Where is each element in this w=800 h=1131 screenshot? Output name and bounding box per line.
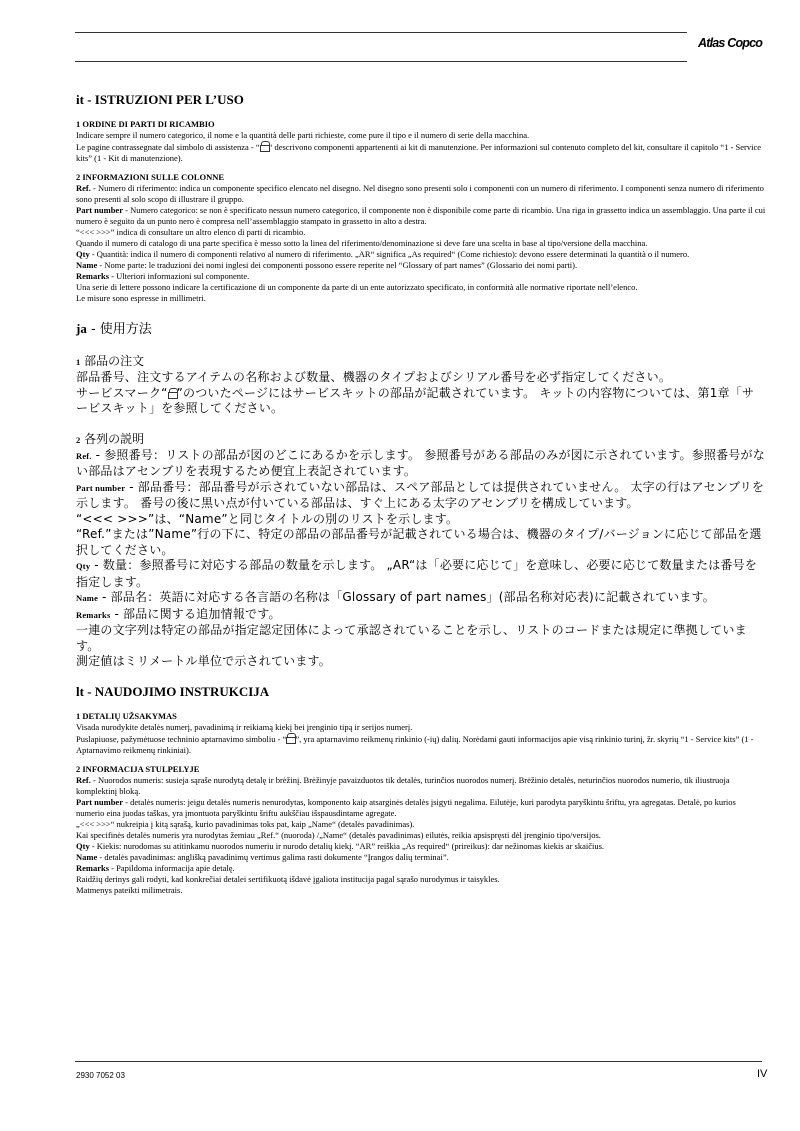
section-title-ja — [76, 318, 766, 337]
it-other-list-text: “<<< >>>” indica di consultare un altro elenco di parti di ricambio. — [76, 227, 306, 237]
ja-service-kit-text-a: サービスマーク“ — [76, 385, 168, 400]
it-ordering-heading: 1 ORDINE DI PARTI DI RICAMBIO — [76, 119, 215, 129]
section-title-lt: lt - NAUDOJIMO INSTRUKCIJA — [76, 683, 270, 699]
ja-rem-desc: - 部品に関する追加情報です。 — [110, 606, 281, 621]
ja-pn-label: Part number — [76, 482, 126, 493]
it-qty-desc: - Quantità: indica il numero di componenti relativo al numero di riferimento. „AR“ significa „As required“ (Come richiesto): devono essere determinati la quantità o il numero. — [89, 249, 690, 259]
lt-columns-heading: 2 INFORMACIJA STULPELYJE — [76, 763, 200, 774]
it-columns-heading: 2 INFORMAZIONI SULLE COLONNE — [76, 172, 225, 182]
ja-ref-label: Ref. — [76, 450, 92, 461]
ja-other-list-text: “<<< >>>”は、“Name”と同じタイトルの別のリストを示します。 — [76, 511, 459, 526]
it-service-kit-text-b: “ descrivono componenti appartenenti ai kit di manutenzione. Per informazioni sul contenuto completo del kit, consultare il capitolo “1 - Service kits” (1 - Kit di manutenzione). — [76, 142, 762, 163]
service-kit-icon — [260, 141, 269, 151]
instructions-content — [76, 92, 766, 896]
ja-columns-heading — [76, 431, 766, 448]
header-rule-bottom — [75, 61, 687, 62]
lt-qty-label: Qty — [76, 840, 90, 851]
ja-qty-text — [76, 558, 766, 590]
ja-s1-num: 1 — [76, 357, 81, 367]
lt-service-kit-text — [76, 733, 766, 756]
it-name-label: Name — [76, 260, 98, 270]
it-service-kit-text — [76, 141, 766, 164]
lt-rem-desc: - Papildoma informacija apie detalę. — [109, 862, 235, 873]
section-ja — [76, 318, 766, 670]
ja-s2-num: 2 — [76, 434, 81, 445]
it-part-number-text — [76, 205, 766, 227]
lt-remarks-text — [76, 863, 766, 874]
it-pn-desc: - Numero categorico: se non è specificato nessun numero categorico, il componente non è disponibile come parte di ricambio. Una riga in grassetto indica un assemblaggio. Una parte il cui numero è seguito da un punto nero è compresa nell’assemblaggio stampato in grassetto in alto a destra. — [76, 205, 766, 226]
it-units-text: Le misure sono espresse in millimetri. — [76, 293, 206, 303]
ja-s1-title: 部品の注文 — [80, 354, 145, 368]
header-rule-top — [75, 32, 687, 33]
lt-rem-label: Remarks — [76, 862, 110, 873]
ja-s2-title: 各列の説明 — [80, 431, 145, 446]
lt-qty-text — [76, 841, 766, 852]
ja-choice-text: “Ref.”または”Name”行の下に、特定の部品の部品番号が記載されている場合は、機器のタイプ/バージョンに応じて部品を選択してください。 — [76, 527, 762, 557]
lt-name-text — [76, 852, 766, 863]
ja-pn-desc: - 部品番号：部品番号が示されていない部品は、スペア部品としては提供されていません。 太字の行はアセンブリを示します。 番号の後に黒い点が付いている部品は、すぐ上にある太字のアセンブリを構成しています。 — [76, 479, 765, 510]
it-ref-label: Ref. — [76, 183, 91, 193]
ja-ref-text — [76, 448, 766, 480]
lt-service-kit-text-a: Puslapiuose, pažymėtuose techninio aptarnavimo simboliu - “ — [76, 733, 287, 744]
lt-pn-label: Part number — [76, 796, 123, 807]
ja-name-label: Name — [76, 593, 99, 603]
it-choice-text: Quando il numero di catalogo di una parte specifica è messo sotto la linea del riferimento/denominazione si deve fare una scelta in base al tipo/versione della macchina. — [76, 238, 648, 248]
it-qty-text — [76, 249, 766, 260]
section-it — [76, 92, 766, 304]
lt-ref-label: Ref. — [76, 774, 91, 785]
lt-name-label: Name — [76, 851, 98, 862]
lt-certification-text: Raidžių derinys gali rodyti, kad konkrečiai detalei sertifikuotą išdavė įgaliota institucija pagal sąrašo nurodymus ir taisykles. — [76, 873, 500, 884]
it-ref-desc: - Numero di riferimento: indica un componente specifico elencato nel disegno. Nel disegno sono presenti solo i componenti con un numero di riferimento. I componenti senza numero di riferimento sono presenti al solo scopo di illustrare il gruppo. — [76, 183, 764, 204]
document-number: 2930 7052 03 — [76, 1071, 125, 1080]
ja-certification-text: 一連の文字列は特定の部品が指定認定団体によって承認されていることを示し、リストのコードまたは規定に準拠しています。 — [76, 623, 747, 653]
lt-ordering-heading: 1 DETALIŲ UŽSAKYMAS — [76, 710, 177, 721]
ja-title-rest: - 使用方法 — [86, 322, 152, 337]
page-number: IV — [757, 1068, 768, 1080]
ja-title-code: ja — [76, 321, 87, 336]
lt-pn-desc: - detalės numeris: jeigu detalės numeris nenurodytas, komponento kaip atsarginės detalės įsigyti negalima. Eilutėje, kuri parodyta paryškintu šriftu, yra agregatas. Detalė, po kurios numerio eina juodas taškas, yra įmontuota paryškintu šriftu aukščiau išspausdintame agregate. — [76, 796, 736, 818]
ja-name-desc: - 部品名：英語に対応する各言語の名称は「Glossary of part names」(部品名称対応表)に記載されています。 — [98, 590, 715, 604]
it-rem-label: Remarks — [76, 271, 110, 281]
lt-choice-text: Kai specifinės detalės numeris yra nurodytas žemiau „Ref.“ (nuoroda) /„Name“ (detalės pavadinimas) eilutės, reikia apsispręsti dėl įrenginio tipo/versijos. — [76, 829, 601, 840]
ja-qty-label: Qty — [76, 561, 91, 571]
footer-rule — [75, 1061, 762, 1062]
lt-name-desc: - detalės pavadinimas: anglišką pavadinimų vertimus galima rasti dokumente “Įrangos dalių terminai”. — [97, 851, 449, 862]
it-ordering-text: Indicare sempre il numero categorico, il nome e la quantità delle parti richieste, come pure il tipo e il numero di serie della macchina. — [76, 130, 530, 140]
section-lt — [76, 684, 766, 896]
ja-part-number-text — [76, 480, 766, 512]
ja-rem-label: Remarks — [76, 609, 111, 620]
it-ref-text — [76, 183, 766, 205]
ja-ordering-text: 部品番号、注文するアイテムの名称および数量、機器のタイプおよびシリアル番号を必ず指定してください。 — [76, 370, 672, 384]
ja-ordering-heading — [76, 353, 766, 370]
lt-ordering-text: Visada nurodykite detalės numerį, pavadinimą ir reikiamą kiekį bei įrenginio tipą ir serijos numerį. — [76, 721, 413, 732]
it-certification-text: Una serie di lettere possono indicare la certificazione di un componente da parte di un ente autorizzato specificato, in conformità alle normative riportate nell’elenco. — [76, 282, 638, 292]
lt-ref-text — [76, 775, 766, 797]
it-service-kit-text-a: Le pagine contrassegnate dal simbolo di assistenza - “ — [76, 142, 260, 152]
it-pn-label: Part number — [76, 205, 123, 215]
it-qty-label: Qty — [76, 249, 90, 259]
ja-units-text: 測定値はミリメートル単位で示されています。 — [76, 654, 332, 668]
ja-ref-desc: - 参照番号：リストの部品が図のどこにあるかを示します。 参照番号がある部品のみが図に示されています。参照番号がない部品はアセンブリを表現するため便宜上表記されています。 — [76, 447, 765, 478]
service-kit-icon — [168, 388, 177, 398]
section-title-it: it - ISTRUZIONI PER L’USO — [76, 92, 244, 107]
it-rem-desc: - Ulteriori informazioni sul componente. — [109, 271, 250, 281]
lt-part-number-text — [76, 797, 766, 819]
lt-qty-desc: - Kiekis: nurodomas su atitinkamu nuorodos numeriu ir nurodo detalių kiekį. “AR” reiškia „As required“ (prireikus): dar nežinomas kiekis ar skaičius. — [89, 840, 605, 851]
lt-units-text: Matmenys pateikti milimetrais. — [76, 884, 183, 895]
ja-name-text — [76, 590, 766, 607]
it-remarks-text — [76, 271, 766, 282]
ja-qty-desc: - 数量：参照番号に対応する部品の数量を示します。 „AR“は「必要に応じて」を意味し、必要に応じて数量または番号を指定します。 — [76, 558, 758, 589]
lt-other-list-text: „<<< >>>“ nukreipia į kitą sąrašą, kurio pavadinimas toks pat, kaip „Name“ (detalės pavadinimas). — [76, 818, 415, 829]
ja-remarks-text — [76, 607, 766, 624]
service-kit-icon — [286, 733, 295, 743]
ja-service-kit-text — [76, 386, 766, 417]
atlas-copco-logo: Atlas Copco — [698, 36, 763, 50]
lt-ref-desc: - Nuorodos numeris: susieja sąraše nurodytą detalę ir brėžinį. Brėžinyje pavaizduotos tik detalės, turinčios nuorodos numerį. Brėžinio detalės, neturinčios nuorodos numerio, tik iliustruoja komplektinį bloką. — [76, 774, 730, 796]
ja-service-kit-text-b: ”のついたページにはサービスキットの部品が記載されています。 キットの内容物については、第1章「サービスキット」を参照してください。 — [76, 385, 755, 415]
lt-service-kit-text-b: ”, yra aptarnavimo reikmenų rinkinio (-ių) dalių. Norėdami gauti informacijos apie visą rinkinio turinį, žr. skyrių “1 - Service kits” (1 - Aptarnavimo reikmenų rinkiniai). — [76, 733, 754, 755]
it-name-desc: - Nome parte: le traduzioni dei nomi inglesi dei componenti possono essere reperite nel “Glossary of part names” (Glossario dei nomi parti). — [97, 260, 578, 270]
it-name-text — [76, 260, 766, 271]
